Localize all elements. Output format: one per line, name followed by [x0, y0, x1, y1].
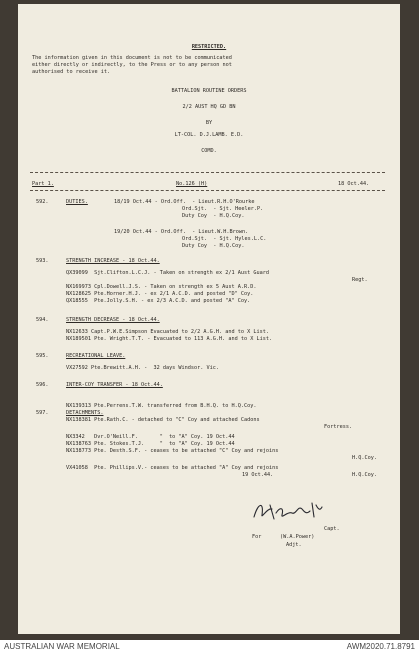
duty-line: 18/19 Oct.44 - Ord.Off. - Lieut.R.H.O'Rourke	[114, 199, 255, 205]
strength-line: NX169973 Cpl.Dowell.J.S. - Taken on strength ex 5 Aust A.R.D.	[66, 284, 257, 290]
restricted-heading: RESTRICTED.	[191, 44, 227, 50]
commander-name: LT-COL. D.J.LAMB. E.D.	[174, 132, 244, 138]
detachment-line: NX3342 Dvr.O'Neill.F. " to "A" Coy. 19 Oct.44	[66, 434, 235, 440]
strength-line: QX39099 Sjt.Clifton.L.C.J. - Taken on strength ex 2/1 Aust Guard	[66, 270, 270, 276]
header-rule	[30, 190, 385, 191]
decrease-line: NX12633 Capt.P.W.E.Simpson Evacuated to 2/2 A.G.H. and to X List.	[66, 329, 270, 335]
detachment-line: H.Q.Coy.	[352, 472, 377, 478]
archive-name: AUSTRALIAN WAR MEMORIAL	[4, 642, 120, 651]
order-number-593: 593.	[36, 258, 49, 264]
part-label: Part 1.	[32, 181, 54, 187]
transfer-line: NX139313 Pte.Perrens.T.W. transferred from B.H.Q. to H.Q.Coy.	[66, 403, 257, 409]
order-number-594: 594.	[36, 317, 49, 323]
order-heading-strength-increase: STRENGTH INCREASE - 18 Oct.44.	[66, 258, 160, 264]
detachment-line: Fortress.	[324, 424, 353, 430]
duty-line: Ord.Sjt. - Sjt. Hyles.L.C.	[182, 236, 267, 242]
detachment-line: NX138381 Pte.Rath.C. - detached to "C" Coy and attached Cadons	[66, 417, 260, 423]
order-number-597: 597.	[36, 410, 49, 416]
signature-name: (W.A.Power)	[280, 534, 315, 540]
order-number-595: 595.	[36, 353, 49, 359]
order-heading-duties: DUTIES.	[66, 199, 88, 205]
strength-line: Regt.	[352, 277, 368, 283]
comd-line: COMD.	[201, 148, 217, 154]
duty-line: Ord.Sjt. - Sjt. Heeler.P.	[182, 206, 264, 212]
order-number: No.126 (H)	[176, 181, 208, 187]
top-rule	[30, 172, 385, 173]
signature-for: For	[252, 534, 262, 540]
handwritten-signature	[250, 497, 330, 523]
detachment-line: NX138763 Pte. Stokes.T.J. " to "A" Coy. 19 Oct.44	[66, 441, 235, 447]
signature-role: Adjt.	[286, 542, 302, 548]
duty-line: Duty Coy - H.Q.Coy.	[182, 213, 245, 219]
detachment-line: 19 Oct.44.	[242, 472, 274, 478]
order-number-596: 596.	[36, 382, 49, 388]
order-heading-strength-decrease: STRENGTH DECREASE - 18 Oct.44.	[66, 317, 160, 323]
order-heading-recreational-leave: RECREATIONAL LEAVE.	[66, 353, 126, 359]
archive-reference: AWM2020.71.8791	[346, 642, 415, 651]
document-page	[18, 4, 400, 634]
order-heading-detachments: DETACHMENTS.	[66, 410, 104, 416]
duty-line: 19/20 Oct.44 - Ord.Off. - Lieut.W.H.Brown.	[114, 229, 249, 235]
order-number-592: 592.	[36, 199, 49, 205]
by-line: BY	[205, 120, 213, 126]
unit-name: 2/2 AUST HQ GD BN	[182, 104, 236, 110]
notice-line-2: either directly or indirectly, to the Press or to any person not	[32, 62, 232, 68]
archive-footer	[0, 640, 419, 653]
orders-title: BATTALION ROUTINE ORDERS	[171, 88, 247, 94]
detachment-line: NX138773 Pte. Desth.S.F. - ceases to be attached "C" Coy and rejoins	[66, 448, 279, 454]
strength-line: QX18555 Pte.Jolly.S.H. - ex 2/3 A.C.D. and posted "A" Coy.	[66, 298, 251, 304]
signature-rank: Capt.	[324, 526, 340, 532]
strength-line: NX128625 Pte.Horner.H.J. - ex 2/1 A.C.D. and posted "D" Coy.	[66, 291, 254, 297]
order-date: 18 Oct.44.	[338, 181, 370, 187]
order-heading-inter-coy-transfer: INTER-COY TRANSFER - 18 Oct.44.	[66, 382, 163, 388]
notice-line-3: authorised to receive it.	[32, 69, 111, 75]
detachment-line: H.Q.Coy.	[352, 455, 377, 461]
detachment-line: VX41058 Pte. Phillips.V.- ceases to be attached "A" Coy and rejoins	[66, 465, 279, 471]
notice-line-1: The information given in this document is not to be communicated	[32, 55, 232, 61]
decrease-line: NX189501 Pte. Wright.T.T. - Evacuated to 113 A.G.H. and to X List.	[66, 336, 273, 342]
leave-line: VX27592 Pte.Brewitt.A.H. - 32 days Windsor. Vic.	[66, 365, 220, 371]
duty-line: Duty Coy - H.Q.Coy.	[182, 243, 245, 249]
